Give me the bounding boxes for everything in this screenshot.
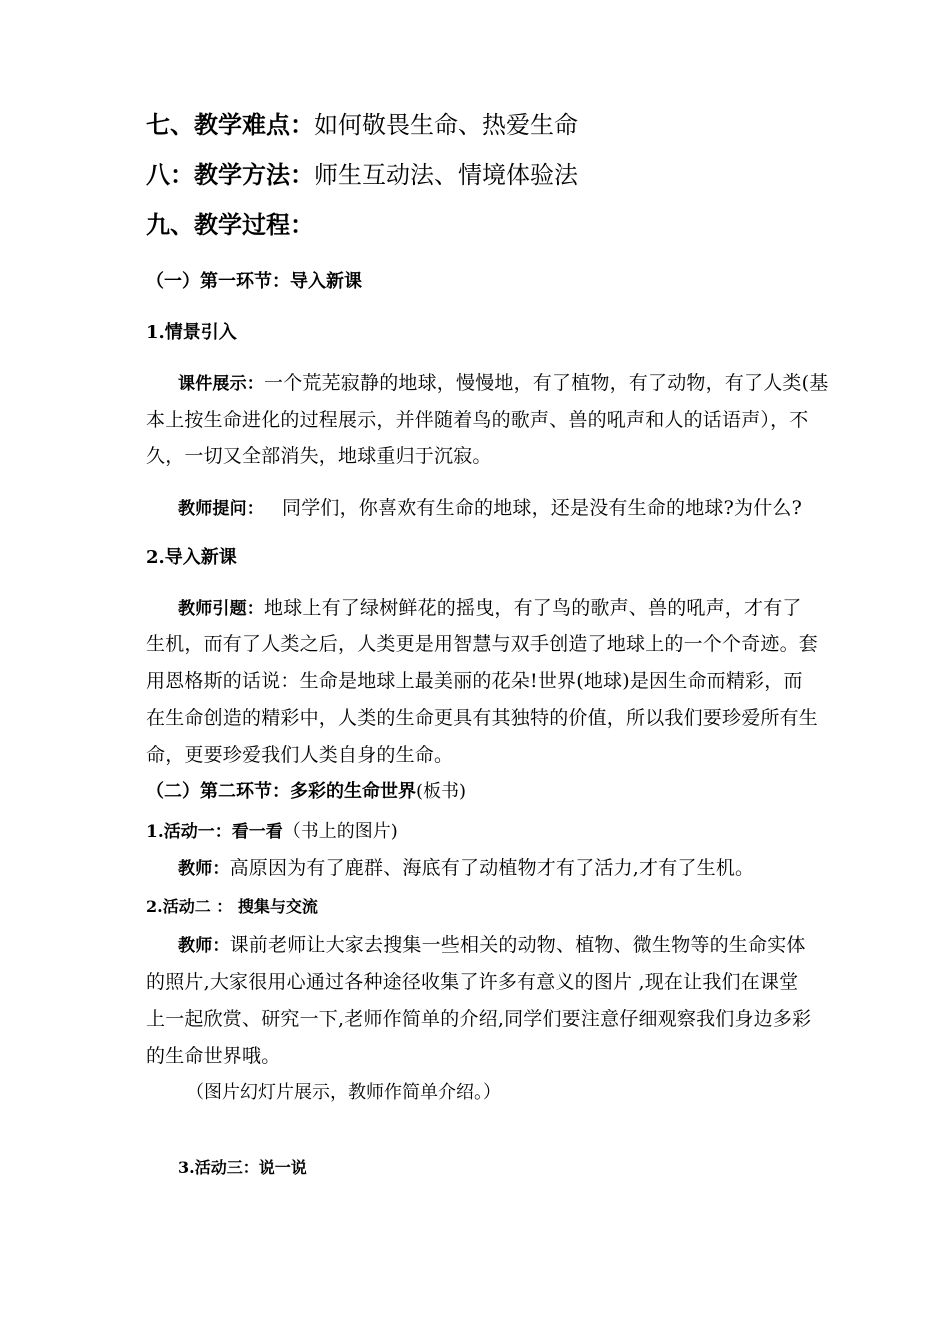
activity-2-teacher-line-2: 的照片,大家很用心通过各种途径收集了许多有意义的图片 ,现在让我们在课堂: [146, 971, 799, 993]
teacher-text: 课前老师让大家去搜集一些相关的动物、植物、微生物等的生命实体: [229, 934, 806, 956]
heading-label: 七、教学难点：: [146, 110, 314, 139]
subsection-title-scene-intro: 1.情景引入: [146, 322, 237, 343]
activity-2-teacher-line-3: 上一起欣赏、研究一下,老师作简单的介绍,同学们要注意仔细观察我们身边多彩: [146, 1008, 812, 1030]
heading-label: 八：教学方法：: [146, 160, 314, 189]
teacher-lead-line-3: 用恩格斯的话说：生命是地球上最美丽的花朵!世界(地球)是因生命而精彩，而: [146, 670, 803, 692]
activity-2-teacher-line-4: 的生命世界哦。: [146, 1045, 281, 1067]
heading-text: 师生互动法、情境体验法: [314, 161, 578, 189]
courseware-text: 一个荒芜寂静的地球，慢慢地，有了植物，有了动物，有了人类(基: [264, 372, 829, 394]
activity-2-title: 2.活动二 ： 搜集与交流: [146, 897, 318, 916]
activity-1-label: 1.活动一：看一看: [146, 822, 283, 842]
subsection-title-intro-new-lesson: 2.导入新课: [146, 547, 237, 568]
activity-3-title: 3.活动三：说一说: [178, 1158, 307, 1177]
courseware-paragraph-line-2: 本上按生命进化的过程展示，并伴随着鸟的歌声、兽的吼声和人的话语声），不: [146, 409, 809, 431]
activity-1-note: （书上的图片): [282, 821, 398, 842]
teacher-lead-line-1: [178, 593, 802, 620]
slide-note: （图片幻灯片展示，教师作简单介绍。）: [186, 1082, 501, 1103]
courseware-paragraph-line-1: [178, 368, 828, 395]
teacher-question-text: 同学们，你喜欢有生命的地球，还是没有生命的地球?为什么?: [282, 497, 802, 519]
heading-teaching-difficulty: [146, 105, 578, 140]
activity-1-title: [146, 817, 398, 843]
activity-1-teacher-line: [178, 853, 754, 880]
teacher-lead-line-2: 生机，而有了人类之后，人类更是用智慧与双手创造了地球上的一个个奇迹。套: [146, 633, 819, 655]
activity-2-teacher-line-1: [178, 930, 806, 957]
heading-teaching-method: [146, 155, 578, 190]
section-title-note: (板书): [416, 781, 467, 802]
courseware-paragraph-line-3: 久，一切又全部消失，地球重归于沉寂。: [146, 445, 492, 467]
heading-teaching-process: [146, 205, 314, 240]
teacher-lead-text: 地球上有了绿树鲜花的摇曳，有了鸟的歌声、兽的吼声，才有了: [264, 597, 802, 619]
section-title-text: （二）第二环节：多彩的生命世界: [146, 781, 416, 802]
section-title-2: [146, 777, 466, 803]
heading-text: 如何敬畏生命、热爱生命: [314, 111, 578, 139]
heading-label: 九、教学过程：: [146, 210, 314, 239]
teacher-question: [178, 493, 802, 520]
teacher-lead-line-5: 命，更要珍爱我们人类自身的生命。: [146, 744, 454, 766]
section-title-1: （一）第一环节：导入新课: [146, 271, 362, 292]
teacher-lead-label: 教师引题：: [178, 599, 264, 619]
teacher-lead-line-4: 在生命创造的精彩中，人类的生命更具有其独特的价值，所以我们要珍爱所有生: [146, 707, 819, 729]
teacher-question-label: 教师提问：: [178, 499, 264, 519]
teacher-label: 教师：: [178, 936, 230, 956]
teacher-text: 高原因为有了鹿群、海底有了动植物才有了活力,才有了生机。: [229, 857, 755, 879]
courseware-label: 课件展示：: [178, 374, 264, 394]
teacher-label: 教师：: [178, 859, 230, 879]
